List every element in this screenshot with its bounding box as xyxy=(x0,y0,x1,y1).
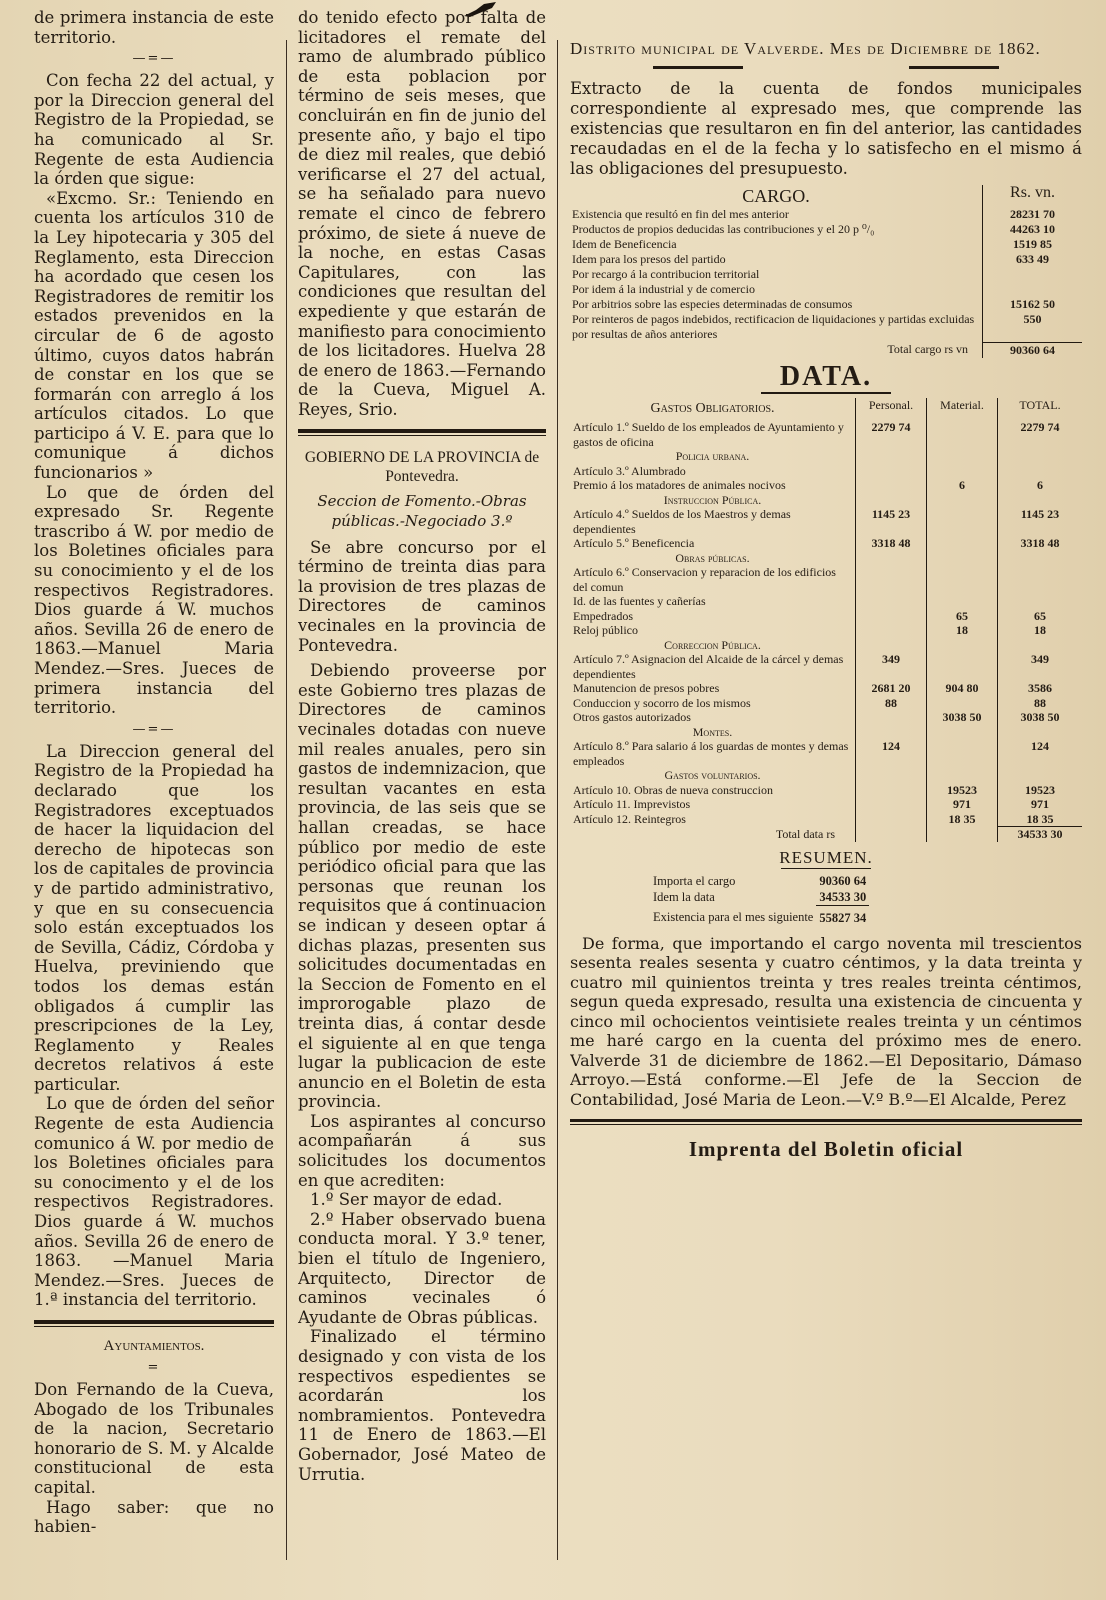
data-row-personal: 124 xyxy=(856,739,927,768)
data-row-total: 349 xyxy=(998,652,1083,681)
data-row-material xyxy=(927,420,998,449)
cargo-row-value: 550 xyxy=(983,312,1083,342)
data-row xyxy=(570,739,1082,768)
data-row-material xyxy=(927,739,998,768)
cargo-row xyxy=(570,267,1082,282)
data-row-personal: 1145 23 xyxy=(856,507,927,536)
col2-paragraph: Finalizado el término designado y con vista de los respectivos espedientes se acordarán los nombramientos. Pontevedra 11 de Enero de 1863.—El Gobernador, José Mateo de Urrutia. xyxy=(298,1327,546,1484)
cargo-title: CARGO. xyxy=(742,186,810,206)
data-row xyxy=(570,783,1082,798)
separator: —=— xyxy=(132,721,176,737)
data-row-personal: 2681 20 xyxy=(856,681,927,696)
col2-paragraph: 2.º Haber observado buena conducta moral. Y 3.º tener, bien el título de Ingeniero, Arquitecto, Director de caminos vecinales ó Ayudante de Obras públicas. xyxy=(298,1209,546,1327)
cargo-row-label: Existencia que resultó en fin del mes anterior xyxy=(572,207,789,221)
column-rule-right xyxy=(557,40,558,1560)
data-row-personal: 349 xyxy=(856,652,927,681)
data-row xyxy=(570,507,1082,536)
footer-rule xyxy=(570,1119,1082,1125)
column-rule-left xyxy=(286,40,287,1560)
col1-paragraph: Lo que de órden del señor Regente de esta Audiencia comunico á W. por medio de los Boletines oficiales para su conocimento y el de los respectivos Registradores. Dios guarde á W. muchos años. Sevilla 26 de enero de 1863. —Manuel Maria Mendez.—Sres. Jueces de 1.ª instancia del territorio. xyxy=(34,1094,274,1310)
col1-paragraph: Hago saber: que no habien- xyxy=(34,1497,274,1537)
cargo-row-label: Por arbitrios sobre las especies determinadas de consumos xyxy=(572,297,853,311)
col1-paragraph: Don Fernando de la Cueva, Abogado de los Tribunales de la nacion, Secretario honorario de S. M. y Alcalde constitucional de esta capital. xyxy=(34,1380,274,1497)
data-row-material xyxy=(927,536,998,551)
resumen-row-value: 34533 30 xyxy=(819,889,867,904)
data-empty-cell xyxy=(927,638,998,653)
data-row-total xyxy=(998,565,1083,594)
cargo-table xyxy=(570,185,1082,358)
data-row-total: 1145 23 xyxy=(998,507,1083,536)
cargo-row xyxy=(570,207,1082,222)
data-empty-cell xyxy=(856,768,927,783)
data-row-label: Empedrados xyxy=(573,608,633,623)
cargo-row-label: Idem para los presos del partido xyxy=(572,252,726,266)
data-row xyxy=(570,609,1082,624)
resumen-row-label: Importa el cargo xyxy=(653,873,736,888)
data-empty-cell xyxy=(998,638,1083,653)
col2-paragraph: Los aspirantes al concurso acompañarán á sus solicitudes los documentos en que acrediten: xyxy=(298,1111,546,1190)
data-section-row xyxy=(570,551,1082,566)
data-row-label: Artículo 3.º Alumbrado xyxy=(573,463,686,478)
cargo-row-label: Por recargo á la contribucion territorial xyxy=(572,267,760,281)
resumen-rule xyxy=(781,868,871,869)
data-row-label: Reloj público xyxy=(573,623,638,637)
data-row-label: Artículo 12. Reintegros xyxy=(573,811,686,826)
separator: —=— xyxy=(132,51,176,67)
data-empty-cell xyxy=(998,725,1083,740)
existencia-value: 55827 34 xyxy=(816,905,869,926)
data-row-total: 88 xyxy=(998,696,1083,711)
data-row xyxy=(570,696,1082,711)
data-row-label: Manutencion de presos pobres xyxy=(573,681,720,695)
data-row-total: 18 xyxy=(998,623,1083,638)
data-header-total: TOTAL. xyxy=(998,398,1083,421)
data-title-rule xyxy=(761,392,891,394)
cargo-row-value xyxy=(983,267,1083,282)
cargo-row-value xyxy=(983,282,1083,297)
data-row-personal xyxy=(856,623,927,638)
col1-paragraph: «Excmo. Sr.: Teniendo en cuenta los artículos 310 de la Ley hipotecaria y 305 del Reglamento, esta Direccion ha acordado que cesen los Registradores de remitir los estados prevenidos en la circular de 6 de agosto último, cuyos datos habrán de constar en los que se formarán con arreglo á los artículos citados. Lo que participo á V. E. para que lo comunique á dichos funcionarios » xyxy=(34,188,274,483)
cargo-total-label: Total cargo rs vn xyxy=(887,342,968,356)
data-row-personal: 2279 74 xyxy=(856,420,927,449)
data-row-total xyxy=(998,594,1083,609)
district-title: Distrito municipal de Valverde. Mes de Diciembre de 1862. xyxy=(570,39,1041,58)
resumen-row-label: Idem la data xyxy=(653,889,715,904)
data-row-material xyxy=(927,594,998,609)
cargo-row-label: Por idem á la industrial y de comercio xyxy=(572,282,755,296)
imprenta-footer: Imprenta del Boletin oficial xyxy=(688,1137,964,1161)
data-section-row xyxy=(570,493,1082,508)
closing-paragraph: De forma, que importando el cargo noventa mil trescientos sesenta reales sesenta y cuatro céntimos, y la data treinta y cuatro mil quinientos treinta y tres reales treinta céntimos, segun queda expresado, resulta una existencia de cincuenta y cinco mil ochocientos veintisiete reales treinta y un céntimos me haré cargo en la cuenta del próximo mes de enero. Valverde 31 de diciembre de 1862.—El Depositario, Dámaso Arroyo.—Está conforme.—El Jefe de la Seccion de Contabilidad, José Maria de Leon.—V.º B.º—El Alcalde, Perez xyxy=(570,933,1082,1109)
data-row xyxy=(570,812,1082,827)
data-row xyxy=(570,420,1082,449)
cargo-row-value: 44263 10 xyxy=(983,222,1083,237)
data-section-row xyxy=(570,768,1082,783)
separator: = xyxy=(147,1360,161,1375)
gobierno-heading: GOBIERNO DE LA PROVINCIA de Pontevedra. xyxy=(304,449,540,486)
data-row-personal xyxy=(856,812,927,827)
data-row xyxy=(570,681,1082,696)
data-row-material: 18 xyxy=(927,623,998,638)
cargo-row-label: Productos de propios deducidas las contribuciones y el 20 p ⁰/₀ xyxy=(572,222,875,236)
data-section-label: Policia urbana. xyxy=(675,449,750,463)
data-row-personal xyxy=(856,609,927,624)
data-row-total: 6 xyxy=(998,478,1083,493)
cargo-row xyxy=(570,222,1082,237)
cargo-row xyxy=(570,237,1082,252)
data-row-total: 971 xyxy=(998,797,1083,812)
cargo-row-label: Idem de Beneficencia xyxy=(572,237,677,251)
cargo-row xyxy=(570,282,1082,297)
data-section-label: Instruccion Pública. xyxy=(663,492,762,507)
cargo-row-label: Por reinteros de pagos indebidos, rectificacion de liquidaciones y partidas excluidas por resultas de años anteriores xyxy=(572,312,975,341)
col1-paragraph: de primera instancia de este territorio. xyxy=(34,8,274,47)
col2-paragraph: Se abre concurso por el término de treinta dias para la provision de tres plazas de Directores de caminos vecinales en la provincia de Pontevedra. xyxy=(298,537,546,655)
data-section-label: Obras públicas. xyxy=(675,550,750,565)
data-row-total: 3038 50 xyxy=(998,710,1083,725)
section-rule xyxy=(298,429,546,436)
data-row-label: Otros gastos autorizados xyxy=(573,710,691,724)
data-empty-cell xyxy=(927,449,998,464)
data-row-personal xyxy=(856,478,927,493)
col1-paragraph: Con fecha 22 del actual, y por la Direccion general del Registro de la Propiedad, se ha comunicado al Sr. Regente de esta Audiencia la órden que sigue: xyxy=(34,71,274,189)
data-row-label: Artículo 11. Imprevistos xyxy=(573,797,691,811)
cargo-row-value: 15162 50 xyxy=(983,297,1083,312)
data-row-material: 6 xyxy=(927,478,998,493)
data-row-total: 18 35 xyxy=(998,812,1083,827)
cargo-unit: Rs. vn. xyxy=(983,185,1083,207)
resumen-row-value: 90360 64 xyxy=(819,873,867,888)
data-empty-cell xyxy=(998,551,1083,566)
data-row-personal xyxy=(856,783,927,798)
resumen-table xyxy=(650,873,869,926)
data-section-row xyxy=(570,725,1082,740)
resumen-title: RESUMEN. xyxy=(779,847,873,867)
data-header-personal: Personal. xyxy=(856,398,927,421)
data-row-material xyxy=(927,507,998,536)
data-row xyxy=(570,710,1082,725)
data-section-row xyxy=(570,449,1082,464)
data-row-total: 124 xyxy=(998,739,1083,768)
resumen-row xyxy=(650,873,869,889)
col2-paragraph: 1.º Ser mayor de edad. xyxy=(310,1190,503,1210)
data-header-concept: Gastos Obligatorios. xyxy=(650,400,775,416)
col2-paragraph: do tenido efecto por falta de licitadores el remate del ramo de alumbrado público de esta poblacion por término de seis meses, que concluirán en fin de junio del presente año, y bajo el tipo de diez mil reales, que debió verificarse el 27 del actual, se ha señalado para nuevo remate el cinco de febrero próximo, de siete á nueve de la noche, en estas Casas Capitulares, con las condiciones que resultan del expediente y que estarán de manifiesto para conocimiento de los licitadores. Huelva 28 de enero de 1863.—Fernando de la Cueva, Miguel A. Reyes, Srio. xyxy=(298,8,546,419)
data-header-material: Material. xyxy=(927,398,998,421)
data-empty-cell xyxy=(856,725,927,740)
data-row-label: Artículo 10. Obras de nueva construccion xyxy=(573,782,773,797)
data-row xyxy=(570,565,1082,594)
data-section-row xyxy=(570,638,1082,653)
data-row-label: Premio á los matadores de animales nocivos xyxy=(573,478,786,492)
data-row-personal xyxy=(856,710,927,725)
column-1 xyxy=(34,8,274,1537)
data-row xyxy=(570,652,1082,681)
data-empty-cell xyxy=(856,493,927,508)
col2-paragraph: Debiendo proveerse por este Gobierno tres plazas de Directores de caminos vecinales dotadas con nueve mil reales anuales, pero sin gastos de indemnizacion, que resultan vacantes en esta provincia, de las seis que se hallan creadas, se hace público por medio de este periódico oficial para que las personas que reunan los requisitos que á continuacion se indican y deseen optar á dichas plazas, presenten sus solicitudes documentadas en la Seccion de Fomento en el improrogable plazo de treinta dias, á contar desde el siguiente al en que tenga lugar la publicacion de este anuncio en el Boletin de esta provincia. xyxy=(298,661,546,1112)
data-row-material: 65 xyxy=(927,609,998,624)
data-empty-cell xyxy=(998,768,1083,783)
cargo-row-value: 28231 70 xyxy=(983,207,1083,222)
data-empty-cell xyxy=(998,449,1083,464)
data-row-material: 904 80 xyxy=(927,681,998,696)
data-row-material xyxy=(927,464,998,479)
data-table xyxy=(570,398,1082,842)
data-row-label: Artículo 6.º Conservacion y reparacion de los edificios del comun xyxy=(573,565,836,594)
data-row-label: Artículo 4.º Sueldos de los Maestros y demas dependientes xyxy=(573,507,791,536)
data-title: DATA. xyxy=(779,360,873,392)
data-row-total: 3586 xyxy=(998,681,1083,696)
data-row xyxy=(570,536,1082,551)
data-section-label: Correccion Pública. xyxy=(664,637,761,652)
data-row-label: Artículo 7.º Asignacion del Alcaide de la cárcel y demas dependientes xyxy=(573,652,844,681)
seccion-line: Seccion de Fomento.-Obras públicas.-Negociado 3.º xyxy=(317,492,527,531)
data-row-label: Conduccion y socorro de los mismos xyxy=(573,695,751,710)
data-row-total: 65 xyxy=(998,609,1083,624)
data-row-material xyxy=(927,652,998,681)
data-row-personal xyxy=(856,594,927,609)
resumen-row xyxy=(650,889,869,906)
data-total-label: Total data rs xyxy=(775,826,835,841)
cargo-row xyxy=(570,252,1082,267)
column-3 xyxy=(570,8,1082,1162)
data-row-total: 3318 48 xyxy=(998,536,1083,551)
data-row-personal: 3318 48 xyxy=(856,536,927,551)
data-row xyxy=(570,478,1082,493)
data-row-personal: 88 xyxy=(856,696,927,711)
data-row-label: Artículo 1.º Sueldo de los empleados de Ayuntamiento y gastos de oficina xyxy=(573,420,844,449)
data-row xyxy=(570,623,1082,638)
existencia-label: Existencia para el mes siguiente xyxy=(653,910,814,925)
cargo-row xyxy=(570,312,1082,342)
data-row-total: 2279 74 xyxy=(998,420,1083,449)
data-empty-cell xyxy=(856,638,927,653)
data-empty-cell xyxy=(927,725,998,740)
data-empty-cell xyxy=(856,551,927,566)
col1-paragraph: Lo que de órden del expresado Sr. Regente trascribo á W. por medio de los Boletines oficiales para su conocimiento y el de los respectivos Registradores. Dios guarde á W. muchos años. Sevilla 26 de enero de 1863.—Manuel Maria Mendez.—Sres. Jueces de primera instancia del territorio. xyxy=(34,482,274,718)
data-row-personal xyxy=(856,464,927,479)
column-2 xyxy=(298,8,546,1484)
data-row-material: 18 35 xyxy=(927,812,998,827)
data-row-personal xyxy=(856,565,927,594)
data-row-total xyxy=(998,464,1083,479)
extracto-paragraph: Extracto de la cuenta de fondos municipales correspondiente al expresado mes, que comprende las existencias que resultaron en fin del anterior, las cantidades recaudadas en el de la fecha y lo satisfecho en el mismo á las obligaciones del presupuesto. xyxy=(570,79,1082,178)
data-row xyxy=(570,464,1082,479)
cargo-row-value: 633 49 xyxy=(983,252,1083,267)
cargo-row-value: 1519 85 xyxy=(983,237,1083,252)
cargo-row xyxy=(570,297,1082,312)
data-row-label: Artículo 5.º Beneficencia xyxy=(573,536,695,550)
data-section-label: Gastos voluntarios. xyxy=(664,768,761,782)
data-row xyxy=(570,594,1082,609)
ayuntamientos-heading: Ayuntamientos. xyxy=(103,1338,205,1354)
data-row-label: Id. de las fuentes y cañerías xyxy=(573,594,706,608)
data-row-personal xyxy=(856,797,927,812)
data-row-total: 19523 xyxy=(998,783,1083,798)
cargo-total: 90360 64 xyxy=(983,342,1083,358)
data-empty-cell xyxy=(927,493,998,508)
data-empty-cell xyxy=(927,551,998,566)
data-empty-cell xyxy=(856,449,927,464)
data-empty-cell xyxy=(998,493,1083,508)
data-row-material xyxy=(927,565,998,594)
title-rules xyxy=(570,66,1082,69)
data-row-material xyxy=(927,696,998,711)
data-section-label: Montes. xyxy=(692,724,733,739)
data-row xyxy=(570,797,1082,812)
data-empty-cell xyxy=(927,768,998,783)
data-row-material: 971 xyxy=(927,797,998,812)
data-row-material: 3038 50 xyxy=(927,710,998,725)
data-row-material: 19523 xyxy=(927,783,998,798)
data-row-label: Artículo 8.º Para salario á los guardas de montes y demas empleados xyxy=(573,739,849,768)
section-rule xyxy=(34,1320,274,1327)
data-total: 34533 30 xyxy=(998,827,1083,842)
col1-paragraph: La Direccion general del Registro de la Propiedad ha declarado que los Registradores exceptuados de hacer la liquidacion del derecho de hipotecas son los de capitales de provincia y de partido administrativo, y que en su consecuencia solo están exceptuados los de Sevilla, Cádiz, Córdoba y Huelva, previniendo que todos los demas están obligados á cumplir las prescripciones de la Ley, Reglamento y Reales decretos relativos á este particular. xyxy=(34,741,274,1094)
